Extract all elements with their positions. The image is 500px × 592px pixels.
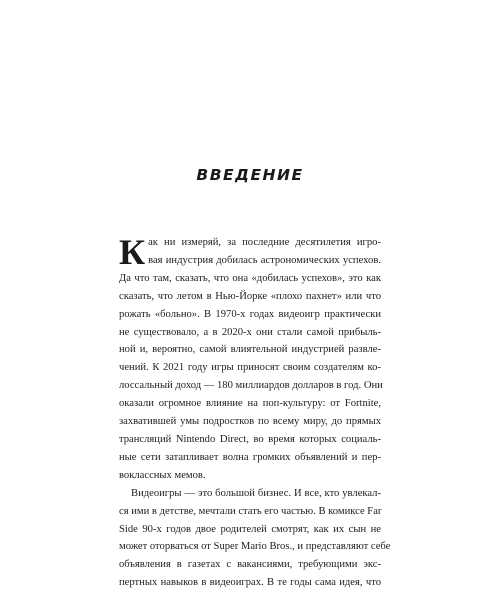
text-line: оказали огромное влияние на поп-культуру: от Fortnite,	[119, 398, 381, 410]
text-line: ные сети затапливает волна громких объявлений и пер-	[119, 451, 381, 463]
text-line: захватившей умы подростков по всему миру, до прямых	[119, 416, 381, 428]
text-line: пертных навыков в видеоиграх. В те годы сама идея, что	[119, 577, 381, 589]
paragraph-1	[119, 234, 381, 485]
text-line: объявления в газетах с вакансиями, требующими экс-	[119, 559, 381, 571]
text-line: воклассных мемов.	[119, 469, 206, 481]
drop-cap: К	[119, 232, 146, 272]
text-line: чений. К 2021 году игры приносят своим создателям ко-	[119, 362, 381, 374]
chapter-title: ВВЕДЕНИЕ	[196, 166, 304, 184]
body-text	[119, 232, 391, 592]
text-line: сказать, что летом в Нью-Йорке «плохо пахнет» или что	[119, 290, 381, 302]
paragraph-2	[119, 485, 391, 592]
text-line: Side 90-х годов двое родителей смотрят, как их сын не	[119, 523, 381, 535]
text-line: не существовало, а в 2020-х они стали самой прибыль-	[119, 326, 381, 338]
text-line: Да что там, сказать, что она «добилась успехов», это как	[119, 272, 381, 284]
text-line: лоссальный доход — 180 миллиардов долларов в год. Они	[119, 380, 383, 392]
text-line: вая индустрия добилась астрономических успехов.	[148, 254, 381, 266]
text-line: ак ни измеряй, за последние десятилетия игро-	[148, 237, 381, 248]
text-line: может оторваться от Super Mario Bros., и представляют себе	[119, 541, 391, 553]
text-line: ной и, вероятно, самой влиятельной индустрией развле-	[119, 344, 381, 356]
text-line: рожать «больно». В 1970-х годах видеоигр практически	[119, 308, 381, 320]
text-line: Видеоигры — это большой бизнес. И все, кто увлекал-	[131, 487, 381, 499]
text-line: ся ими в детстве, мечтали стать его частью. В комиксе Far	[119, 505, 382, 517]
text-line: трансляций Nintendo Direct, во время которых социаль-	[119, 433, 381, 445]
